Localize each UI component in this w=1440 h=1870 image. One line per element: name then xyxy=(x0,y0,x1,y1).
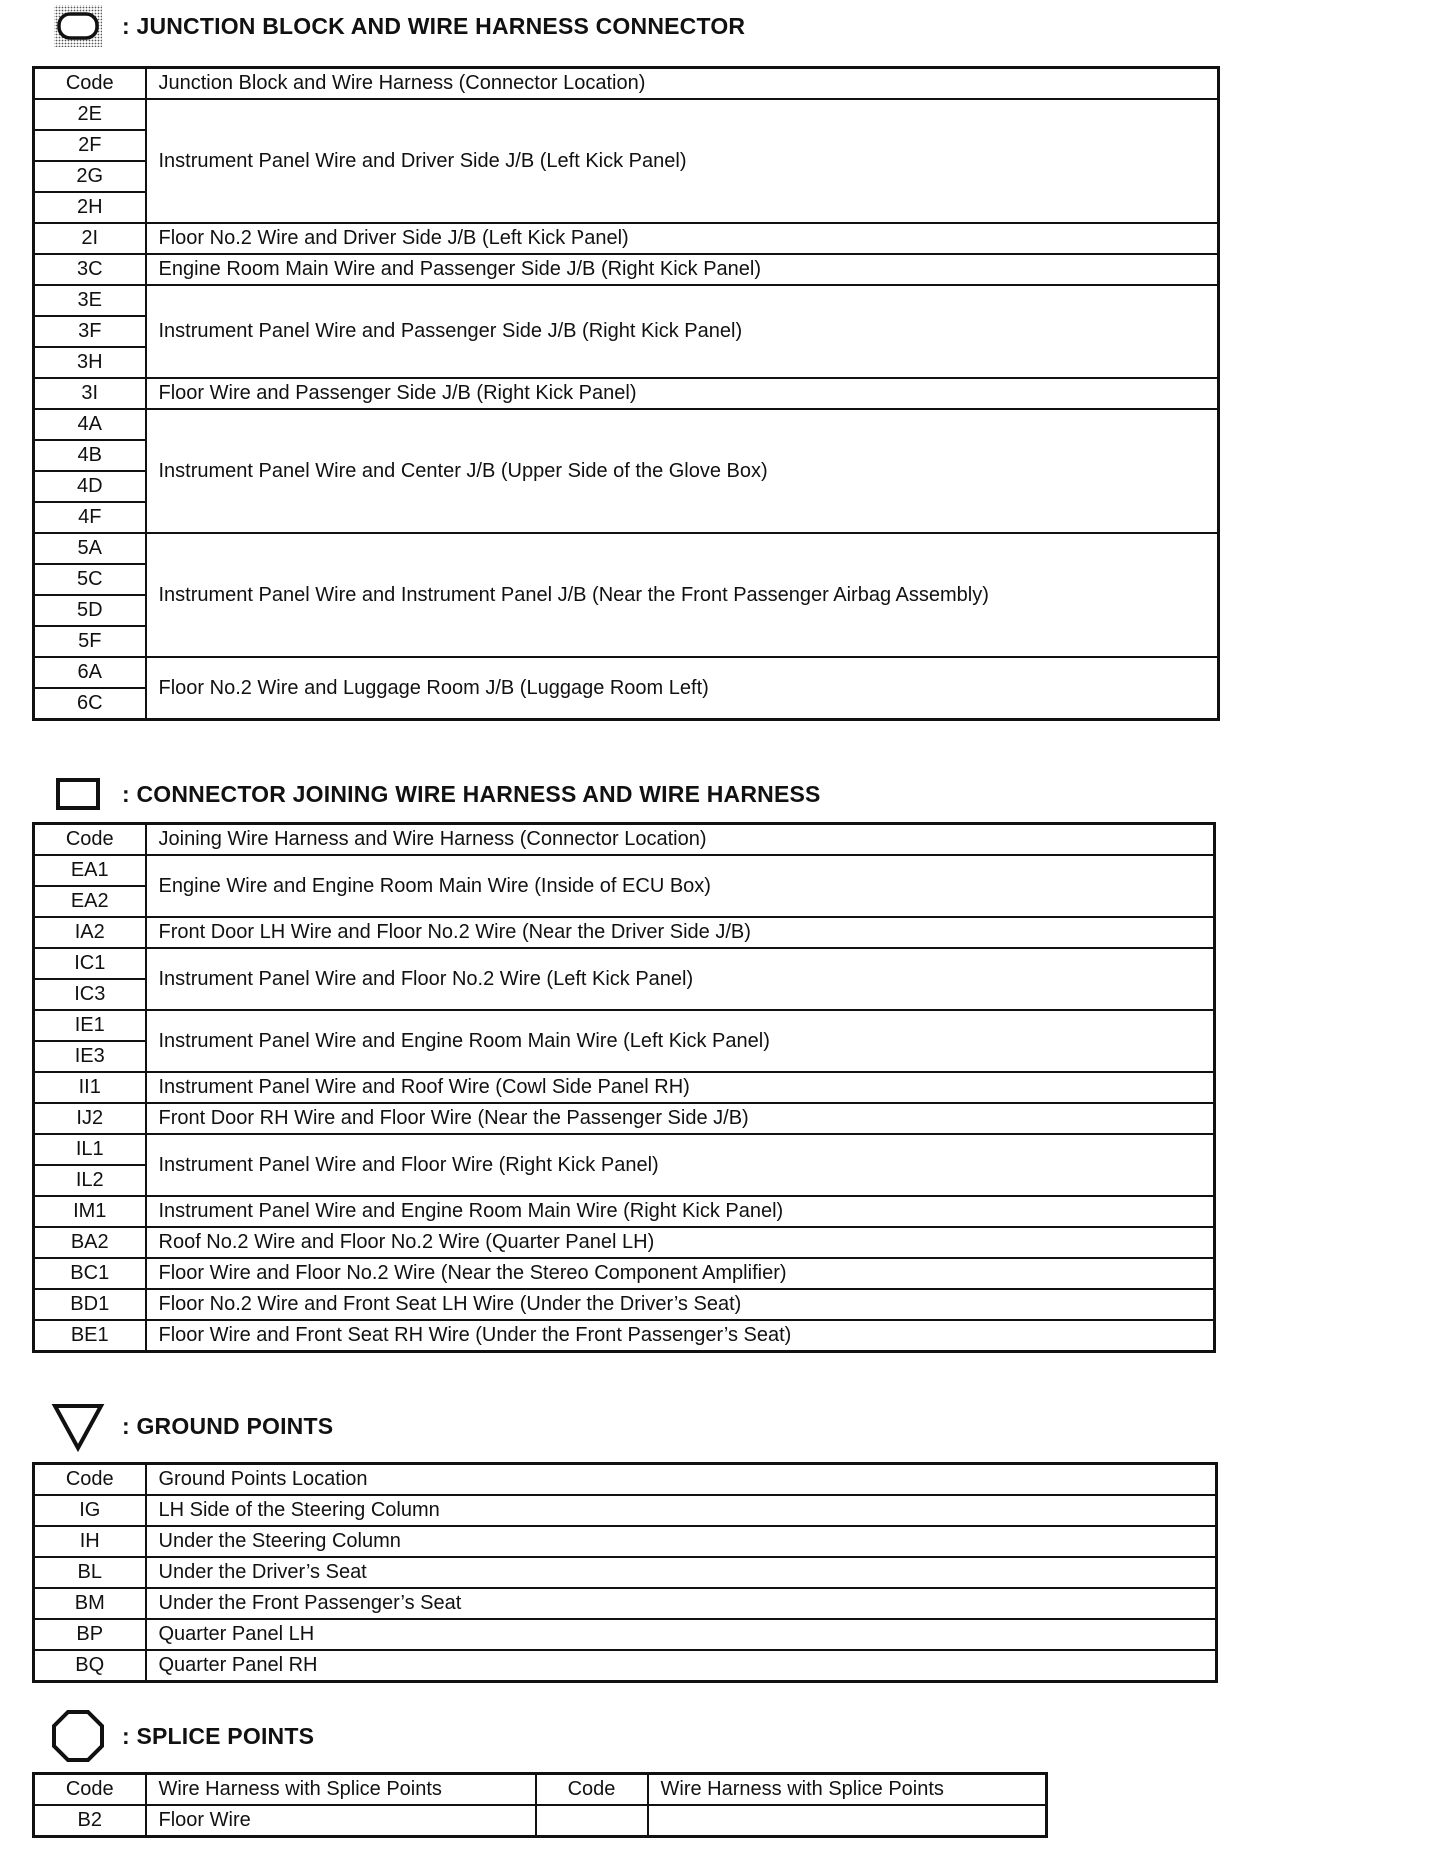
code-cell: IM1 xyxy=(34,1196,146,1227)
junction-header-code: Code xyxy=(34,68,146,100)
code-cell: 4F xyxy=(34,502,146,533)
code-cell: BQ xyxy=(34,1650,146,1682)
code-cell: 4B xyxy=(34,440,146,471)
location-cell: Under the Front Passenger’s Seat xyxy=(146,1588,1217,1619)
location-cell: Floor Wire and Floor No.2 Wire (Near the Stereo Component Amplifier) xyxy=(146,1258,1215,1289)
table-row xyxy=(34,1289,1215,1320)
table-row xyxy=(34,1526,1217,1557)
table-row xyxy=(34,948,1215,979)
code-cell: IH xyxy=(34,1526,146,1557)
location-cell: Quarter Panel RH xyxy=(146,1650,1217,1682)
code-cell: IC1 xyxy=(34,948,146,979)
connector-square-icon xyxy=(48,768,108,820)
location-cell: Roof No.2 Wire and Floor No.2 Wire (Quarter Panel LH) xyxy=(146,1227,1215,1258)
table-row xyxy=(34,1320,1215,1352)
code-cell: IC3 xyxy=(34,979,146,1010)
splice-header-code-1: Code xyxy=(34,1774,146,1806)
junction-section-title: : JUNCTION BLOCK AND WIRE HARNESS CONNECTOR xyxy=(122,12,746,39)
code-cell: 2F xyxy=(34,130,146,161)
location-cell: Engine Wire and Engine Room Main Wire (Inside of ECU Box) xyxy=(146,855,1215,917)
splice-octagon-icon xyxy=(48,1710,108,1762)
location-cell: Instrument Panel Wire and Center J/B (Upper Side of the Glove Box) xyxy=(146,409,1219,533)
splice-desc-cell: Floor Wire xyxy=(146,1805,536,1837)
location-cell: Under the Steering Column xyxy=(146,1526,1217,1557)
connector-table xyxy=(32,822,1216,1353)
table-row xyxy=(34,1619,1217,1650)
splice-section-heading xyxy=(48,1710,314,1762)
code-cell: 5D xyxy=(34,595,146,626)
code-cell: 4A xyxy=(34,409,146,440)
code-cell: 3C xyxy=(34,254,146,285)
code-cell: II1 xyxy=(34,1072,146,1103)
code-cell: 5C xyxy=(34,564,146,595)
ground-header-code: Code xyxy=(34,1464,146,1496)
table-row xyxy=(34,99,1219,130)
junction-block-icon xyxy=(48,0,108,52)
splice-header-desc-1: Wire Harness with Splice Points xyxy=(146,1774,536,1806)
table-row xyxy=(34,1134,1215,1165)
table-row xyxy=(34,533,1219,564)
code-cell: 5A xyxy=(34,533,146,564)
code-cell: 5F xyxy=(34,626,146,657)
code-cell: 4D xyxy=(34,471,146,502)
location-cell: Floor No.2 Wire and Driver Side J/B (Left Kick Panel) xyxy=(146,223,1219,254)
code-cell: IE1 xyxy=(34,1010,146,1041)
code-cell: 2G xyxy=(34,161,146,192)
location-cell: Instrument Panel Wire and Floor No.2 Wire (Left Kick Panel) xyxy=(146,948,1215,1010)
location-cell: Floor Wire and Front Seat RH Wire (Under the Front Passenger’s Seat) xyxy=(146,1320,1215,1352)
table-row xyxy=(34,285,1219,316)
code-cell: IG xyxy=(34,1495,146,1526)
splice-header-desc-2: Wire Harness with Splice Points xyxy=(648,1774,1047,1806)
connector-header-code: Code xyxy=(34,824,146,856)
ground-section-heading xyxy=(48,1400,333,1452)
code-cell: 2I xyxy=(34,223,146,254)
code-cell: BL xyxy=(34,1557,146,1588)
junction-header-desc: Junction Block and Wire Harness (Connector Location) xyxy=(146,68,1219,100)
location-cell: Front Door RH Wire and Floor Wire (Near the Passenger Side J/B) xyxy=(146,1103,1215,1134)
connector-header-row xyxy=(34,824,1215,856)
table-row xyxy=(34,1072,1215,1103)
splice-header-row xyxy=(34,1774,1047,1806)
table-row xyxy=(34,855,1215,886)
location-cell: Instrument Panel Wire and Engine Room Main Wire (Right Kick Panel) xyxy=(146,1196,1215,1227)
code-cell: EA1 xyxy=(34,855,146,886)
location-cell: Instrument Panel Wire and Driver Side J/B (Left Kick Panel) xyxy=(146,99,1219,223)
ground-points-table xyxy=(32,1462,1218,1683)
code-cell: BC1 xyxy=(34,1258,146,1289)
splice-row xyxy=(34,1805,1047,1837)
code-cell: IE3 xyxy=(34,1041,146,1072)
table-row xyxy=(34,378,1219,409)
ground-header-row xyxy=(34,1464,1217,1496)
code-cell: 2E xyxy=(34,99,146,130)
location-cell: Engine Room Main Wire and Passenger Side J/B (Right Kick Panel) xyxy=(146,254,1219,285)
code-cell: EA2 xyxy=(34,886,146,917)
table-row xyxy=(34,1196,1215,1227)
connector-header-desc: Joining Wire Harness and Wire Harness (Connector Location) xyxy=(146,824,1215,856)
table-row xyxy=(34,657,1219,688)
connector-section-heading xyxy=(48,768,821,820)
table-row xyxy=(34,1495,1217,1526)
table-row xyxy=(34,409,1219,440)
table-row xyxy=(34,1103,1215,1134)
table-row xyxy=(34,1557,1217,1588)
splice-code-cell: B2 xyxy=(34,1805,146,1837)
location-cell: Under the Driver’s Seat xyxy=(146,1557,1217,1588)
location-cell: Instrument Panel Wire and Roof Wire (Cowl Side Panel RH) xyxy=(146,1072,1215,1103)
ground-header-desc: Ground Points Location xyxy=(146,1464,1217,1496)
table-row xyxy=(34,1588,1217,1619)
ground-section-title: : GROUND POINTS xyxy=(122,1412,334,1439)
junction-section-heading xyxy=(48,0,745,52)
splice-code-cell xyxy=(536,1805,648,1837)
code-cell: 2H xyxy=(34,192,146,223)
table-row xyxy=(34,917,1215,948)
code-cell: IL2 xyxy=(34,1165,146,1196)
table-row xyxy=(34,254,1219,285)
location-cell: Floor No.2 Wire and Luggage Room J/B (Luggage Room Left) xyxy=(146,657,1219,720)
table-row xyxy=(34,223,1219,254)
location-cell: Floor No.2 Wire and Front Seat LH Wire (Under the Driver’s Seat) xyxy=(146,1289,1215,1320)
code-cell: BM xyxy=(34,1588,146,1619)
location-cell: Quarter Panel LH xyxy=(146,1619,1217,1650)
ground-triangle-icon xyxy=(48,1400,108,1452)
junction-header-row xyxy=(34,68,1219,100)
code-cell: BP xyxy=(34,1619,146,1650)
code-cell: BA2 xyxy=(34,1227,146,1258)
code-cell: BD1 xyxy=(34,1289,146,1320)
splice-section-title: : SPLICE POINTS xyxy=(122,1722,315,1749)
table-row xyxy=(34,1650,1217,1682)
splice-header-code-2: Code xyxy=(536,1774,648,1806)
location-cell: Instrument Panel Wire and Instrument Panel J/B (Near the Front Passenger Airbag Assembly) xyxy=(146,533,1219,657)
location-cell: Instrument Panel Wire and Engine Room Main Wire (Left Kick Panel) xyxy=(146,1010,1215,1072)
location-cell: Instrument Panel Wire and Floor Wire (Right Kick Panel) xyxy=(146,1134,1215,1196)
code-cell: IL1 xyxy=(34,1134,146,1165)
code-cell: IJ2 xyxy=(34,1103,146,1134)
code-cell: 6C xyxy=(34,688,146,720)
table-row xyxy=(34,1010,1215,1041)
code-cell: IA2 xyxy=(34,917,146,948)
connector-section-title: : CONNECTOR JOINING WIRE HARNESS AND WIRE HARNESS xyxy=(122,780,821,807)
location-cell: Floor Wire and Passenger Side J/B (Right Kick Panel) xyxy=(146,378,1219,409)
location-cell: Instrument Panel Wire and Passenger Side J/B (Right Kick Panel) xyxy=(146,285,1219,378)
table-row xyxy=(34,1258,1215,1289)
code-cell: BE1 xyxy=(34,1320,146,1352)
junction-table xyxy=(32,66,1220,721)
code-cell: 3I xyxy=(34,378,146,409)
code-cell: 3F xyxy=(34,316,146,347)
code-cell: 6A xyxy=(34,657,146,688)
location-cell: LH Side of the Steering Column xyxy=(146,1495,1217,1526)
location-cell: Front Door LH Wire and Floor No.2 Wire (Near the Driver Side J/B) xyxy=(146,917,1215,948)
code-cell: 3H xyxy=(34,347,146,378)
splice-points-table xyxy=(32,1772,1048,1838)
code-cell: 3E xyxy=(34,285,146,316)
splice-desc-cell xyxy=(648,1805,1047,1837)
table-row xyxy=(34,1227,1215,1258)
